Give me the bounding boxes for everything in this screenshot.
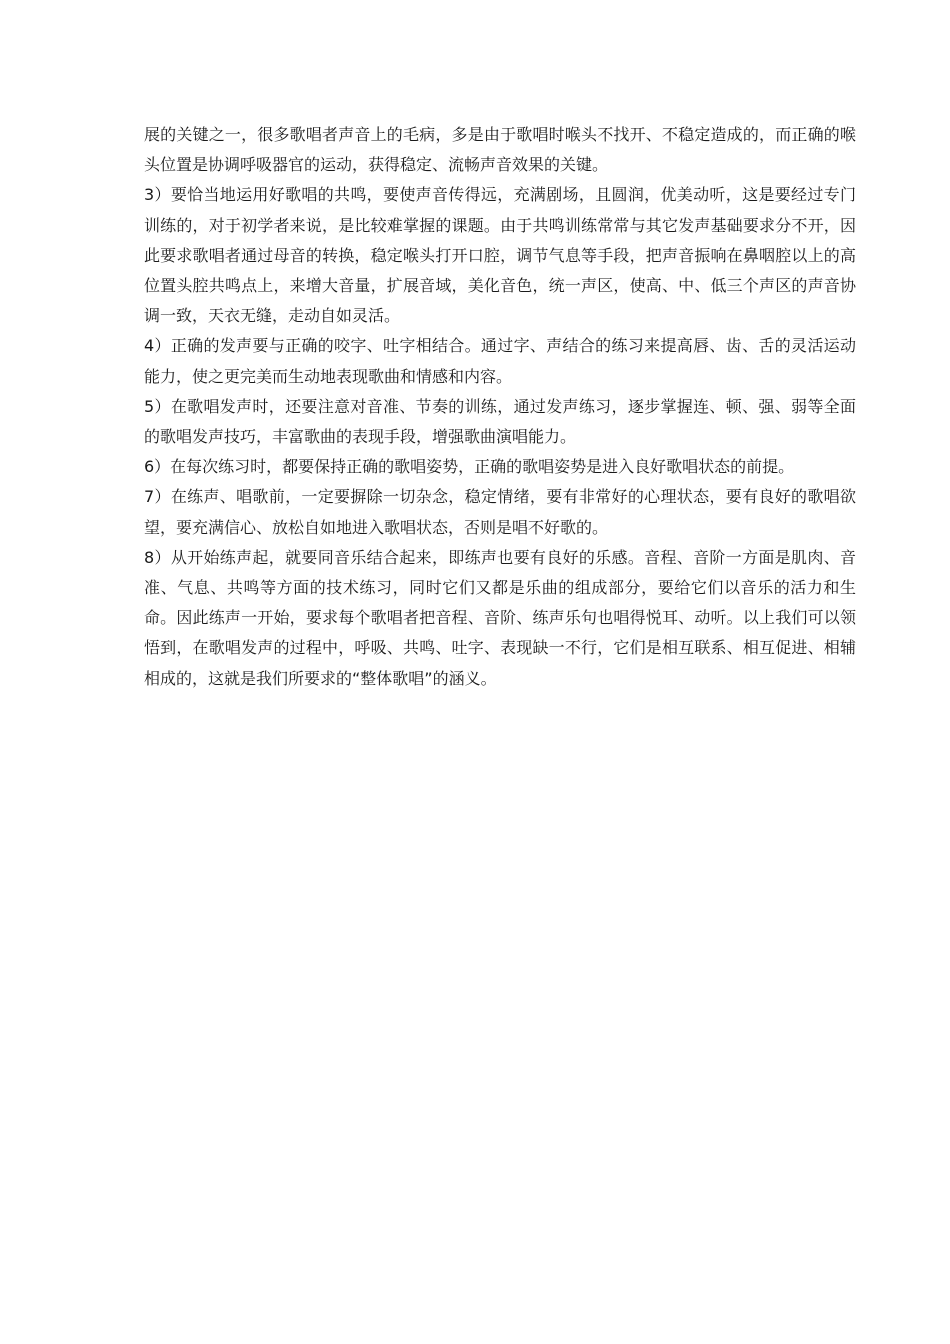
paragraph-intro-continuation: 展的关键之一，很多歌唱者声音上的毛病，多是由于歌唱时喉头不找开、不稳定造成的，而正确的喉头位置是协调呼吸器官的运动，获得稳定、流畅声音效果的关键。: [144, 125, 856, 175]
paragraph-item-3: 3）要恰当地运用好歌唱的共鸣，要使声音传得远，充满剧场，且圆润，优美动听，这是要经过专门训练的，对于初学者来说，是比较难掌握的课题。由于共鸣训练常常与其它发声基础要求分不开，因此要求歌唱者通过母音的转换，稳定喉头打开口腔，调节气息等手段，把声音振响在鼻咽腔以上的高位置头腔共鸣点上，来增大音量，扩展音域，美化音色，统一声区，使高、中、低三个声区的声音协调一致，天衣无缝，走动自如灵活。: [144, 185, 856, 326]
document-body: [144, 120, 856, 694]
paragraph-item-4: 4）正确的发声要与正确的咬字、吐字相结合。通过字、声结合的练习来提高唇、齿、舌的灵活运动能力，使之更完美而生动地表现歌曲和情感和内容。: [144, 336, 856, 386]
paragraph-item-6: 6）在每次练习时，都要保持正确的歌唱姿势，正确的歌唱姿势是进入良好歌唱状态的前提。: [144, 457, 795, 477]
paragraph-item-7: 7）在练声、唱歌前，一定要摒除一切杂念，稳定情绪，要有非常好的心理状态，要有良好的歌唱欲望，要充满信心、放松自如地进入歌唱状态，否则是唱不好歌的。: [144, 487, 856, 537]
paragraph-item-8: 8）从开始练声起，就要同音乐结合起来，即练声也要有良好的乐感。音程、音阶一方面是肌肉、音准、气息、共鸣等方面的技术练习，同时它们又都是乐曲的组成部分，要给它们以音乐的活力和生命。因此练声一开始，要求每个歌唱者把音程、音阶、练声乐句也唱得悦耳、动听。以上我们可以领悟到，在歌唱发声的过程中，呼吸、共鸣、吐字、表现缺一不行，它们是相互联系、相互促进、相辅相成的，这就是我们所要求的“整体歌唱”的涵义。: [144, 547, 856, 688]
paragraph-item-5: 5）在歌唱发声时，还要注意对音准、节奏的训练，通过发声练习，逐步掌握连、顿、强、弱等全面的歌唱发声技巧，丰富歌曲的表现手段，增强歌曲演唱能力。: [144, 396, 856, 447]
